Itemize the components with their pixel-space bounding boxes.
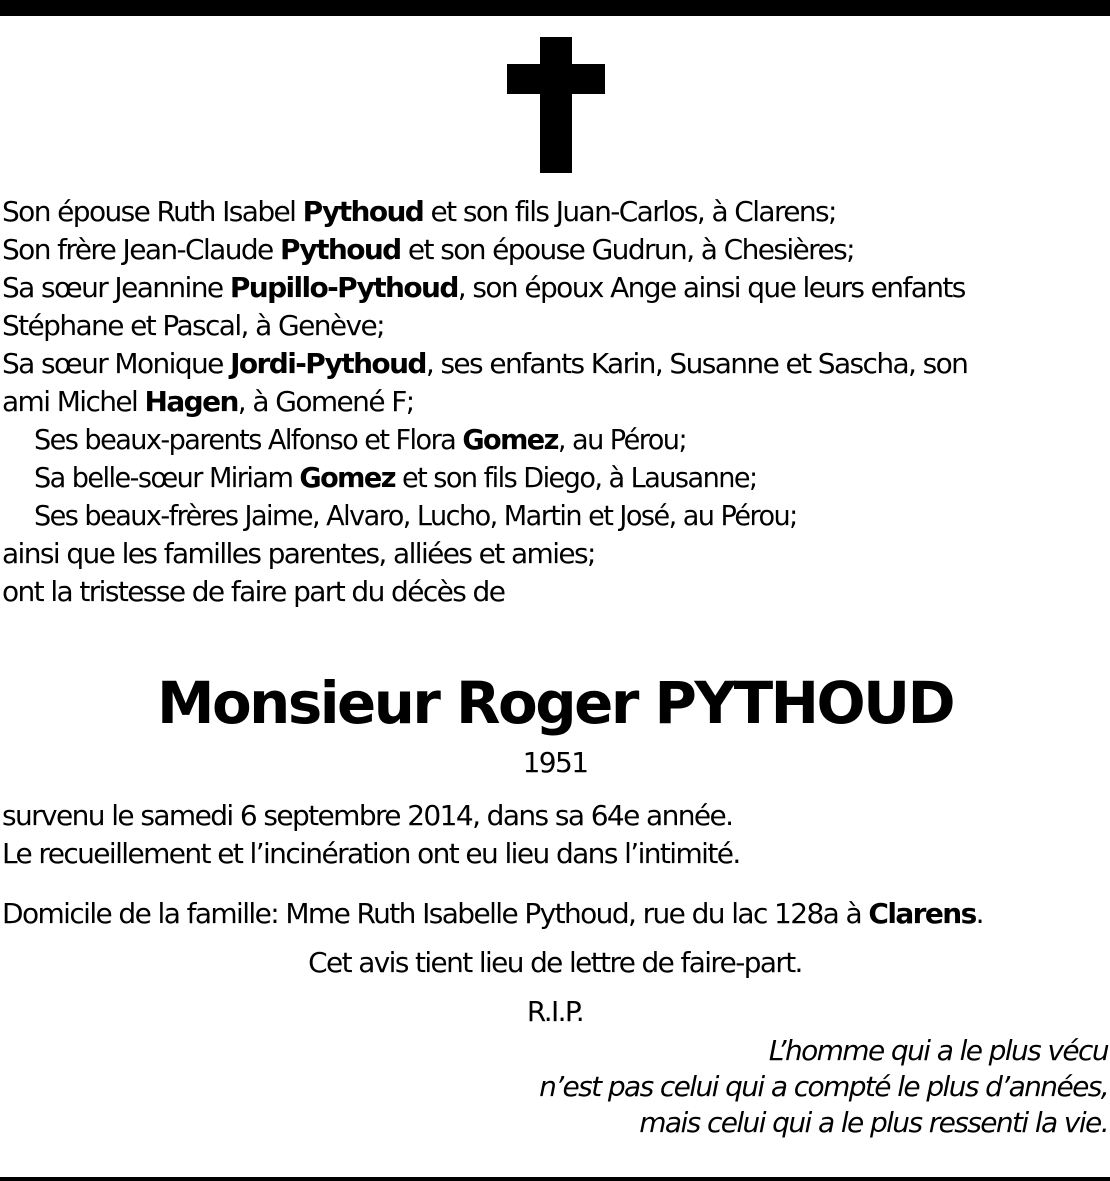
family-line (2, 307, 1110, 345)
family-line (2, 535, 1110, 573)
rip-text: R.I.P. (526, 995, 584, 1028)
family-line (2, 421, 1075, 459)
family-text: Sa sœur Jeannine (2, 271, 230, 304)
family-surname: Pythoud (302, 195, 424, 228)
family-text: Ses beaux-frères Jaime, Alvaro, Lucho, Martin et José, au Pérou; (33, 499, 797, 532)
family-text: ami Michel (2, 385, 145, 418)
family-text: ainsi que les familles parentes, alliées et amies; (2, 537, 595, 570)
family-line (2, 193, 1110, 231)
family-surname: Pythoud (279, 233, 401, 266)
family-surname: Jordi-Pythoud (230, 347, 426, 380)
family-surname: Gomez (462, 423, 558, 456)
family-text: , au Pérou; (557, 423, 687, 456)
quote-line: mais celui qui a le plus ressenti la vie. (639, 1106, 1108, 1139)
family-line (2, 345, 1110, 383)
domicile-town: Clarens (868, 897, 976, 930)
quote-line: L’homme qui a le plus vécu (768, 1034, 1108, 1067)
birth-year: 1951 (522, 746, 588, 779)
family-list (2, 193, 1110, 611)
family-surname: Gomez (299, 461, 395, 494)
closing-quote (539, 1033, 1108, 1141)
family-text: Sa belle-sœur Miriam (33, 461, 300, 494)
family-text: , ses enfants Karin, Susanne et Sascha, son (425, 347, 968, 380)
domicile-text: Domicile de la famille: Mme Ruth Isabelle Pythoud, rue du lac 128a à (2, 897, 869, 930)
domicile-text: . (975, 897, 983, 930)
death-details (2, 797, 1110, 873)
quote-line: n’est pas celui qui a compté le plus d’années, (539, 1070, 1108, 1103)
family-line (2, 459, 1075, 497)
family-text: Son frère Jean-Claude (2, 233, 280, 266)
family-text: , à Gomené F; (237, 385, 414, 418)
deceased-name: Monsieur Roger PYTHOUD (156, 669, 954, 737)
family-text: ont la tristesse de faire part du décès de (2, 575, 505, 608)
family-text: et son épouse Gudrun, à Chesières; (400, 233, 854, 266)
bottom-border-rule (0, 1177, 1110, 1181)
family-text: Son épouse Ruth Isabel (2, 195, 303, 228)
notice-text: Cet avis tient lieu de lettre de faire-part. (308, 946, 802, 979)
details-line: survenu le samedi 6 septembre 2014, dans sa 64e année. (2, 799, 733, 832)
family-text: Ses beaux-parents Alfonso et Flora (33, 423, 463, 456)
family-line (2, 573, 1110, 611)
family-text: et son fils Juan-Carlos, à Clarens; (423, 195, 836, 228)
cross-icon (507, 37, 605, 173)
family-line (2, 231, 1110, 269)
details-line: Le recueillement et l’incinération ont eu lieu dans l’intimité. (2, 837, 740, 870)
family-surname: Pupillo-Pythoud (229, 271, 458, 304)
family-domicile (2, 895, 1110, 933)
top-border-rule (0, 0, 1110, 16)
family-text: et son fils Diego, à Lausanne; (394, 461, 757, 494)
family-line (2, 383, 1110, 421)
family-surname: Hagen (144, 385, 238, 418)
domicile-line (2, 895, 1110, 933)
family-text: Sa sœur Monique (2, 347, 231, 380)
family-line (2, 269, 1110, 307)
family-line (2, 497, 1075, 535)
family-text: Stéphane et Pascal, à Genève; (2, 309, 384, 342)
family-text: , son époux Ange ainsi que leurs enfants (457, 271, 965, 304)
